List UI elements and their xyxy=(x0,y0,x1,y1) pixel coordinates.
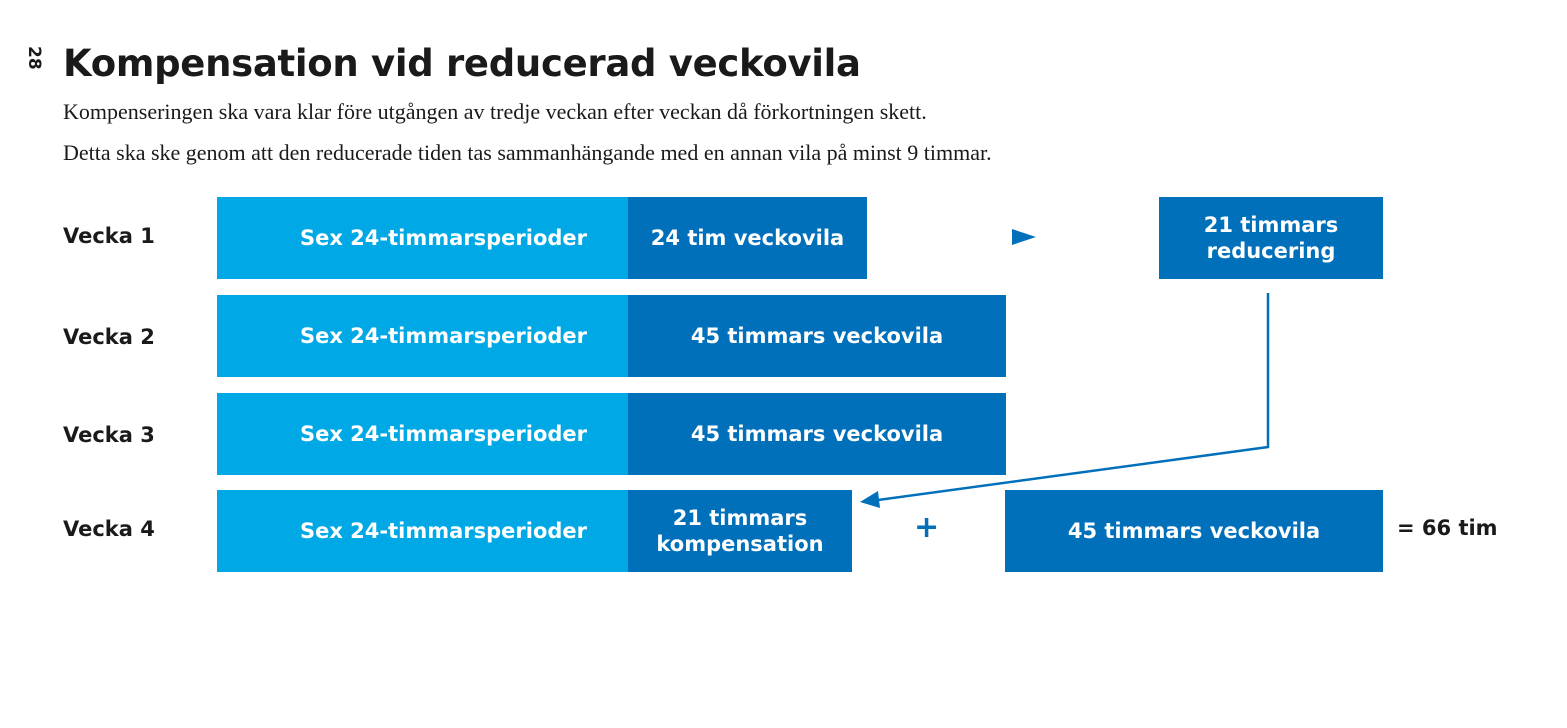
week-4-label: Vecka 4 xyxy=(63,517,155,541)
intro-line-1: Kompenseringen ska vara klar före utgången av tredje veckan efter veckan då förkortningen skett. xyxy=(63,99,927,124)
intro-line-2: Detta ska ske genom att den reducerade tiden tas sammanhängande med en annan vila på minst 9 timmar. xyxy=(63,140,992,165)
week-3-rest-text: 45 timmars veckovila xyxy=(690,421,944,446)
week-2-rest-text: 45 timmars veckovila xyxy=(690,323,944,348)
extra-rest-text: 45 timmars veckovila xyxy=(1067,518,1321,543)
compensation-arrowhead-icon xyxy=(860,491,880,508)
page-number: 28 xyxy=(24,46,44,70)
week-3-periods-text: Sex 24-timmarsperioder xyxy=(299,421,588,446)
right-arrow-icon xyxy=(1012,229,1036,245)
week-4-compensation-text: 21 timmars kompensation xyxy=(656,505,824,556)
total-label: = 66 tim xyxy=(1397,516,1498,540)
week-4-periods-text: Sex 24-timmarsperioder xyxy=(299,518,588,543)
plus-sign: + xyxy=(914,510,940,545)
reduction-text: 21 timmars reducering xyxy=(1203,212,1339,263)
reduction-to-compensation-line xyxy=(878,293,1268,500)
week-2-label: Vecka 2 xyxy=(63,325,155,349)
week-2-periods-text: Sex 24-timmarsperioder xyxy=(299,323,588,348)
page-title: Kompensation vid reducerad veckovila xyxy=(63,42,861,85)
week-1-rest-text: 24 tim veckovila xyxy=(650,225,845,250)
week-3-label: Vecka 3 xyxy=(63,423,155,447)
week-1-label: Vecka 1 xyxy=(63,224,155,248)
week-1-periods-text: Sex 24-timmarsperioder xyxy=(299,225,588,250)
